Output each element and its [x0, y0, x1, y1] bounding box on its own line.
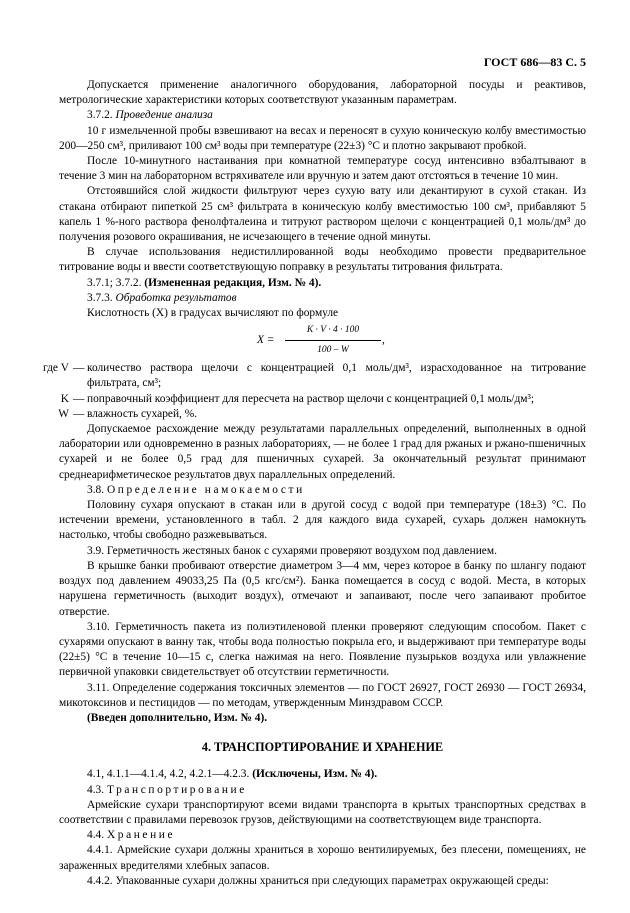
- document-body: [42, 78, 586, 889]
- subsection-number: 3.8.: [87, 483, 105, 496]
- formula-comma: ,: [382, 334, 385, 347]
- paragraph: 3.11. Определение содержания токсичных элементов — по ГОСТ 26927, ГОСТ 26930 — ГОСТ 26934, микотоксинов и пестицидов — по методам, утвержденным Минздравом СССР.: [59, 681, 586, 709]
- definition-row: [16, 407, 586, 422]
- page-header: ГОСТ 686—83 С. 5: [483, 55, 586, 69]
- definition-dash: —: [73, 407, 85, 420]
- definition-symbol: W: [58, 407, 69, 420]
- subsection-title: Проведение анализа: [115, 109, 213, 122]
- definition-symbol: где V: [42, 362, 69, 375]
- paragraph: 4.4.1. Армейские сухари должны храниться в хорошо вентилируемых, без плесени, помещениях, не зараженных вредителями хлебных запасов.: [59, 844, 586, 872]
- paragraph: Отстоявшийся слой жидкости фильтруют через сухую вату или декантируют в сухой стакан. Из стакана отбирают пипеткой 25 см³ фильтрата в коническую колбу вместимостью 100 см³, прибавляют 5 капель 1 %-ного раствора фенолфталеина и титруют раствором щелочи с концентрацией 0,1 моль/дм³ до получения розового окрашивания, не исчезающего в течение одной минуты.: [59, 185, 586, 244]
- formula-denominator: 100 – W: [317, 345, 349, 356]
- paragraph: Армейские сухари транспортируют всеми видами транспорта в крытых транспортных средствах в соответствии с правилами перевозок грузов, действующими на соответствующем виде транспорта.: [59, 798, 586, 826]
- definition-dash: —: [73, 392, 85, 405]
- definition-text: влажность сухарей, %.: [87, 407, 198, 420]
- definition-row: [16, 392, 586, 407]
- paragraph: Допускается применение аналогичного оборудования, лабораторной посуды и реактивов, метрологические характеристики которых соответствуют указанным параметрам.: [59, 79, 586, 107]
- subsection-heading: [59, 783, 586, 798]
- subsection-title: Транспортирование: [106, 783, 247, 796]
- subsection-number: 4.3.: [87, 783, 105, 796]
- paragraph: 4.4.2. Упакованные сухари должны храниться при следующих параметрах окружающей среды:: [87, 874, 549, 887]
- definition-dash: —: [73, 362, 85, 375]
- paragraph: В случае использования недистиллированной воды необходимо провести предварительное титрование воды и ввести соответствующую поправку в результаты титрования фильтрата.: [59, 246, 586, 274]
- section-heading: 4. ТРАНСПОРТИРОВАНИЕ И ХРАНЕНИЕ: [201, 740, 444, 755]
- subsection-number: 3.7.2.: [87, 109, 113, 122]
- paragraph: Допускаемое расхождение между результатами параллельных определений, выполненных в одной лаборатории или одновременно в разных лабораториях, — не более 1 град для ржаных и ржано-пшеничных сухарей и не более 0,5 град для пшеничных сухарей. За окончательный результат принимают среднеарифметическое результатов двух параллельных определений.: [59, 423, 586, 481]
- subsection-number: 3.7.3.: [87, 291, 113, 304]
- formula-numerator: K · V · 4 · 100: [285, 323, 381, 341]
- subsection-heading: [59, 828, 586, 843]
- subsection-number: 4.4.: [87, 829, 105, 842]
- amendment-prefix: 3.7.1; 3.7.2.: [87, 276, 142, 289]
- paragraph: 3.10. Герметичность пакета из полиэтиленовой пленки проверяют следующим способом. Пакет с сухарями опускают в ванну так, чтобы вода полностью покрыла его, и выдерживают при температуре воды (22±5) °С в течение 10—15 с, слегка нажимая на него. Появление пузырьков воздуха или увлажнение первичной упаковки свидетельствует об отсутствии герметичности.: [59, 620, 586, 679]
- amendment-note: (Введен дополнительно, Изм. № 4).: [87, 711, 268, 724]
- definition-text: поправочный коэффициент для пересчета на раствор щелочи с концентрацией 0,1 моль/дм³;: [87, 392, 535, 405]
- amendment-note: [59, 767, 586, 782]
- amendment-prefix: 4.1, 4.1.1—4.1.4, 4.2, 4.2.1—4.2.3.: [87, 768, 250, 781]
- paragraph: 3.9. Герметичность жестяных банок с сухарями проверяют воздухом под давлением.: [87, 544, 497, 557]
- subsection-heading: [59, 483, 586, 498]
- acidity-formula: [59, 323, 586, 357]
- amendment-text: (Измененная редакция, Изм. № 4).: [144, 276, 322, 289]
- subsection-title: Обработка результатов: [115, 291, 237, 304]
- subsection-heading: [59, 108, 586, 123]
- paragraph: Половину сухаря опускают в стакан или в другой сосуд с водой при температуре (18±3) °С. По истечении времени, установленного в табл. 2 для каждого вида сухарей, сухарь должен намокнуть настолько, чтобы свободно разжевываться.: [59, 499, 586, 542]
- definition-row: [16, 361, 586, 391]
- paragraph: После 10-минутного настаивания при комнатной температуре сосуд интенсивно взбалтывают в течение 3 мин на лабораторном встряхивателе или вручную и затем дают отстояться в течение 10 мин.: [59, 155, 586, 183]
- variable-definitions: [16, 361, 586, 422]
- definition-symbol: K: [60, 392, 69, 405]
- paragraph: 10 г измельченной пробы взвешивают на весах и переносят в сухую коническую колбу вместимостью 200—250 см³, приливают 100 см³ воды при температуре (22±3) °С и плотно закрывают пробкой.: [59, 124, 586, 152]
- formula-intro: Кислотность (X) в градусах вычисляют по формуле: [87, 307, 339, 320]
- subsection-heading: [59, 291, 586, 306]
- amendment-note: [59, 276, 586, 291]
- definition-text: количество раствора щелочи с концентрацией 0,1 моль/дм³, израсходованное на титрование фильтрата, см³;: [87, 362, 586, 390]
- subsection-title: Хранение: [106, 829, 176, 842]
- formula-fraction: [285, 323, 381, 358]
- formula-lhs: X =: [257, 334, 275, 347]
- paragraph: В крышке банки пробивают отверстие диаметром 3—4 мм, через которое в банку по шлангу подают воздух под давлением 49033,25 Па (0,5 кгс/см²). Банка помещается в сосуд с водой. Места, в которых нарушена герметичность (выходит воздух), отмечают и запаивают, после чего запаивают пробитое отверстие.: [59, 559, 586, 618]
- subsection-title: Определение намокаемости: [106, 483, 305, 496]
- amendment-text: (Исключены, Изм. № 4).: [252, 768, 378, 781]
